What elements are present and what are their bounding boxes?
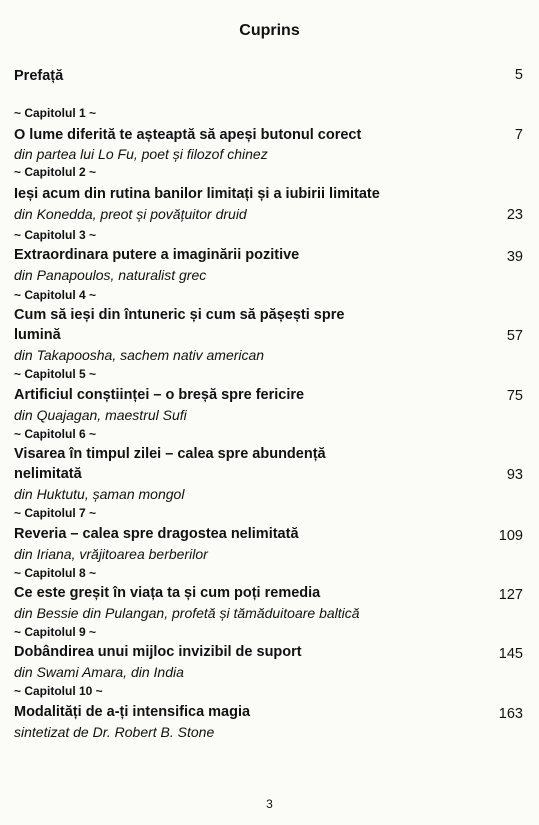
chapter-heading-cont: lumină bbox=[14, 327, 61, 343]
chapter-author: din partea lui Lo Fu, poet și filozof chinez bbox=[14, 146, 268, 162]
chapter-number: ~ Capitolul 1 ~ bbox=[14, 106, 97, 120]
chapter-author: din Swami Amara, din India bbox=[14, 664, 184, 680]
chapter-number: ~ Capitolul 8 ~ bbox=[14, 566, 97, 580]
chapter-number: ~ Capitolul 6 ~ bbox=[14, 427, 97, 441]
chapter-heading: Ieși acum din rutina banilor limitați și a iubirii limitate bbox=[14, 186, 380, 202]
chapter-heading: O lume diferită te așteaptă să apeși butonul corect bbox=[14, 127, 362, 143]
chapter-heading: Visarea în timpul zilei – calea spre abundență bbox=[14, 446, 326, 462]
chapter-number: ~ Capitolul 3 ~ bbox=[14, 228, 97, 242]
chapter-page: 145 bbox=[498, 646, 523, 662]
chapter-number: ~ Capitolul 7 ~ bbox=[14, 506, 97, 520]
chapter-page: 39 bbox=[506, 249, 523, 265]
chapter-page: 75 bbox=[506, 388, 523, 404]
chapter-page: 163 bbox=[498, 706, 523, 722]
chapter-heading: Ce este greșit în viața ta și cum poți remedia bbox=[14, 585, 321, 601]
chapter-number: ~ Capitolul 10 ~ bbox=[14, 684, 103, 698]
chapter-author: din Bessie din Pulangan, profetă și tămăduitoare baltică bbox=[14, 605, 360, 621]
chapter-number: ~ Capitolul 4 ~ bbox=[14, 288, 97, 302]
chapter-heading: Artificiul conștiinței – o breșă spre fericire bbox=[14, 387, 305, 403]
chapter-page: 23 bbox=[506, 207, 523, 223]
page-title: Cuprins bbox=[239, 22, 300, 39]
chapter-heading-cont: nelimitată bbox=[14, 466, 82, 482]
chapter-heading: Modalități de a-ți intensifica magia bbox=[14, 704, 251, 720]
toc-preface-page: 5 bbox=[514, 67, 523, 83]
chapter-page: 127 bbox=[498, 587, 523, 603]
chapter-page: 7 bbox=[514, 127, 523, 143]
chapter-author: din Iriana, vrăjitoarea berberilor bbox=[14, 546, 208, 562]
chapter-author: sintetizat de Dr. Robert B. Stone bbox=[14, 724, 215, 740]
chapter-page: 109 bbox=[498, 528, 523, 544]
chapter-heading: Extraordinara putere a imaginării pozitive bbox=[14, 247, 300, 263]
chapter-author: din Quajagan, maestrul Sufi bbox=[14, 407, 187, 423]
chapter-number: ~ Capitolul 9 ~ bbox=[14, 625, 97, 639]
chapter-author: din Huktutu, șaman mongol bbox=[14, 486, 185, 502]
chapter-page: 57 bbox=[506, 328, 523, 344]
chapter-page: 93 bbox=[506, 467, 523, 483]
chapter-number: ~ Capitolul 2 ~ bbox=[14, 165, 97, 179]
toc-preface-label: Prefață bbox=[14, 68, 64, 84]
page-number: 3 bbox=[266, 797, 273, 811]
chapter-author: din Konedda, preot și povățuitor druid bbox=[14, 206, 247, 222]
chapter-number: ~ Capitolul 5 ~ bbox=[14, 367, 97, 381]
chapter-heading: Cum să ieși din întuneric și cum să pășești spre bbox=[14, 307, 345, 323]
chapter-heading: Dobândirea unui mijloc invizibil de suport bbox=[14, 644, 302, 660]
chapter-heading: Reveria – calea spre dragostea nelimitată bbox=[14, 526, 299, 542]
chapter-author: din Panapoulos, naturalist grec bbox=[14, 267, 207, 283]
chapter-author: din Takapoosha, sachem nativ american bbox=[14, 347, 265, 363]
